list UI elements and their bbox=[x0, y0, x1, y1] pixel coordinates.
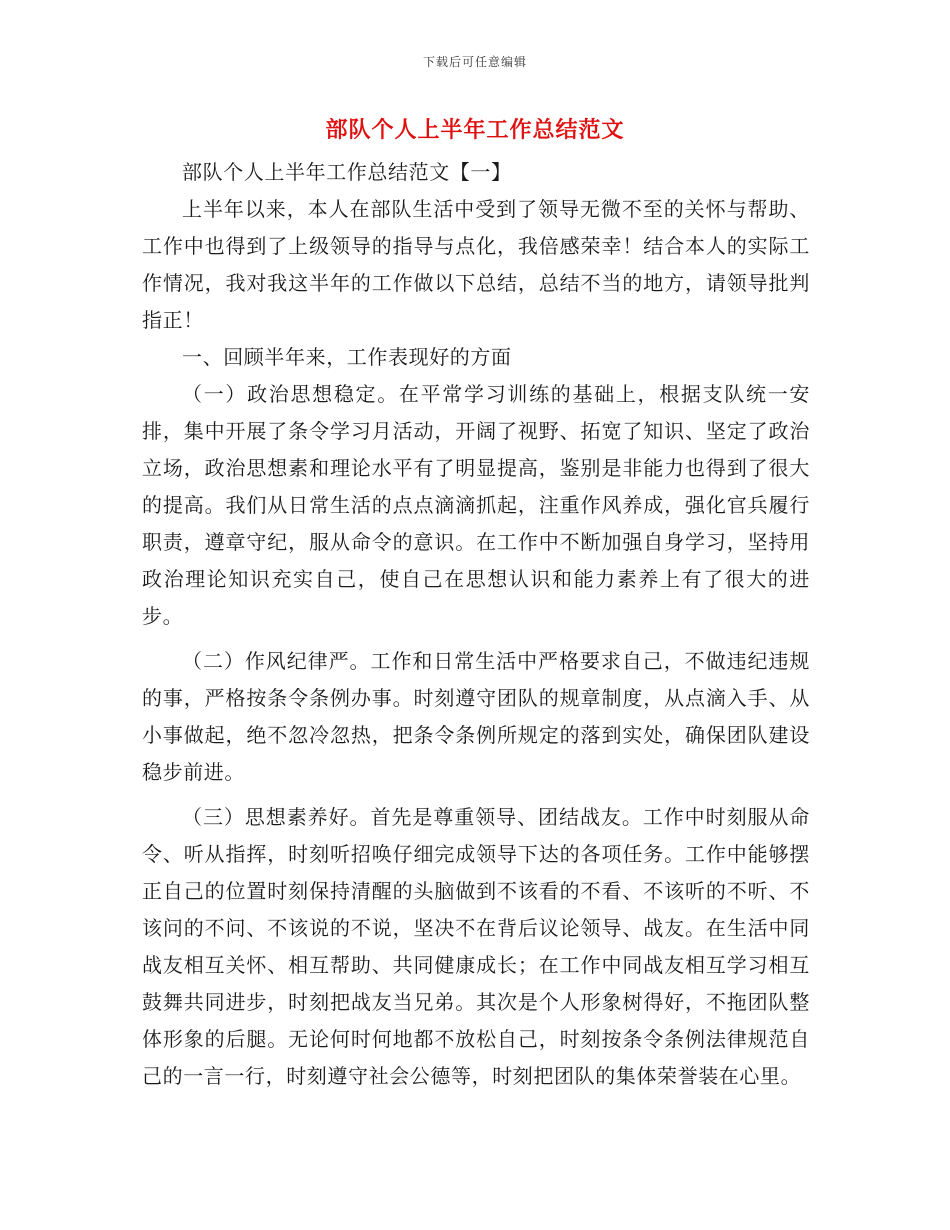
header-note: 下载后可任意编辑 bbox=[422, 55, 527, 69]
paragraph-political-thought: （一）政治思想稳定。在平常学习训练的基础上，根据支队统一安排，集中开展了条令学习月活动，开阔了视野、拓宽了知识、坚定了政治立场，政治思想素和理论水平有了明显提高，鉴别是非能力也得到了很大的提高。我们从日常生活的点点滴滴抓起，注重作风养成，强化官兵履行职责，遵章守纪，服从命令的意识。在工作中不断加强自身学习，坚持用政治理论知识充实自己，使自己在思想认识和能力素养上有了很大的进步。 bbox=[142, 382, 810, 628]
document-body bbox=[142, 154, 810, 1095]
intro-paragraph: 上半年以来，本人在部队生活中受到了领导无微不至的关怀与帮助、工作中也得到了上级领导的指导与点化，我倍感荣幸！结合本人的实际工作情况，我对我这半年的工作做以下总结，总结不当的地方，请领导批判指正！ bbox=[142, 197, 810, 332]
document-title: 部队个人上半年工作总结范文 bbox=[325, 117, 625, 143]
subsection-heading: 一、回顾半年来，工作表现好的方面 bbox=[182, 345, 512, 369]
paragraph-work-discipline: （二）作风纪律严。工作和日常生活中严格要求自己，不做违纪违规的事，严格按条令条例办事。时刻遵守团队的规章制度，从点滴入手、从小事做起，绝不忽冷忽热，把条令条例所规定的落到实处，确保团队建设稳步前进。 bbox=[142, 649, 810, 784]
paragraph-ideological-quality: （三）思想素养好。首先是尊重领导、团结战友。工作中时刻服从命令、听从指挥，时刻听招唤仔细完成领导下达的各项任务。工作中能够摆正自己的位置时刻保持清醒的头脑做到不该看的不看、不该听的不听、不该问的不问、不该说的不说，坚决不在背后议论领导、战友。在生活中同战友相互关怀、相互帮助、共同健康成长；在工作中同战友相互学习相互鼓舞共同进步，时刻把战友当兄弟。其次是个人形象树得好，不拖团队整体形象的后腿。无论何时何地都不放松自己，时刻按条令条例法律规范自己的一言一行，时刻遵守社会公德等，时刻把团队的集体荣誉装在心里。 bbox=[142, 805, 810, 1088]
section-heading: 部队个人上半年工作总结范文【一】 bbox=[182, 160, 512, 184]
